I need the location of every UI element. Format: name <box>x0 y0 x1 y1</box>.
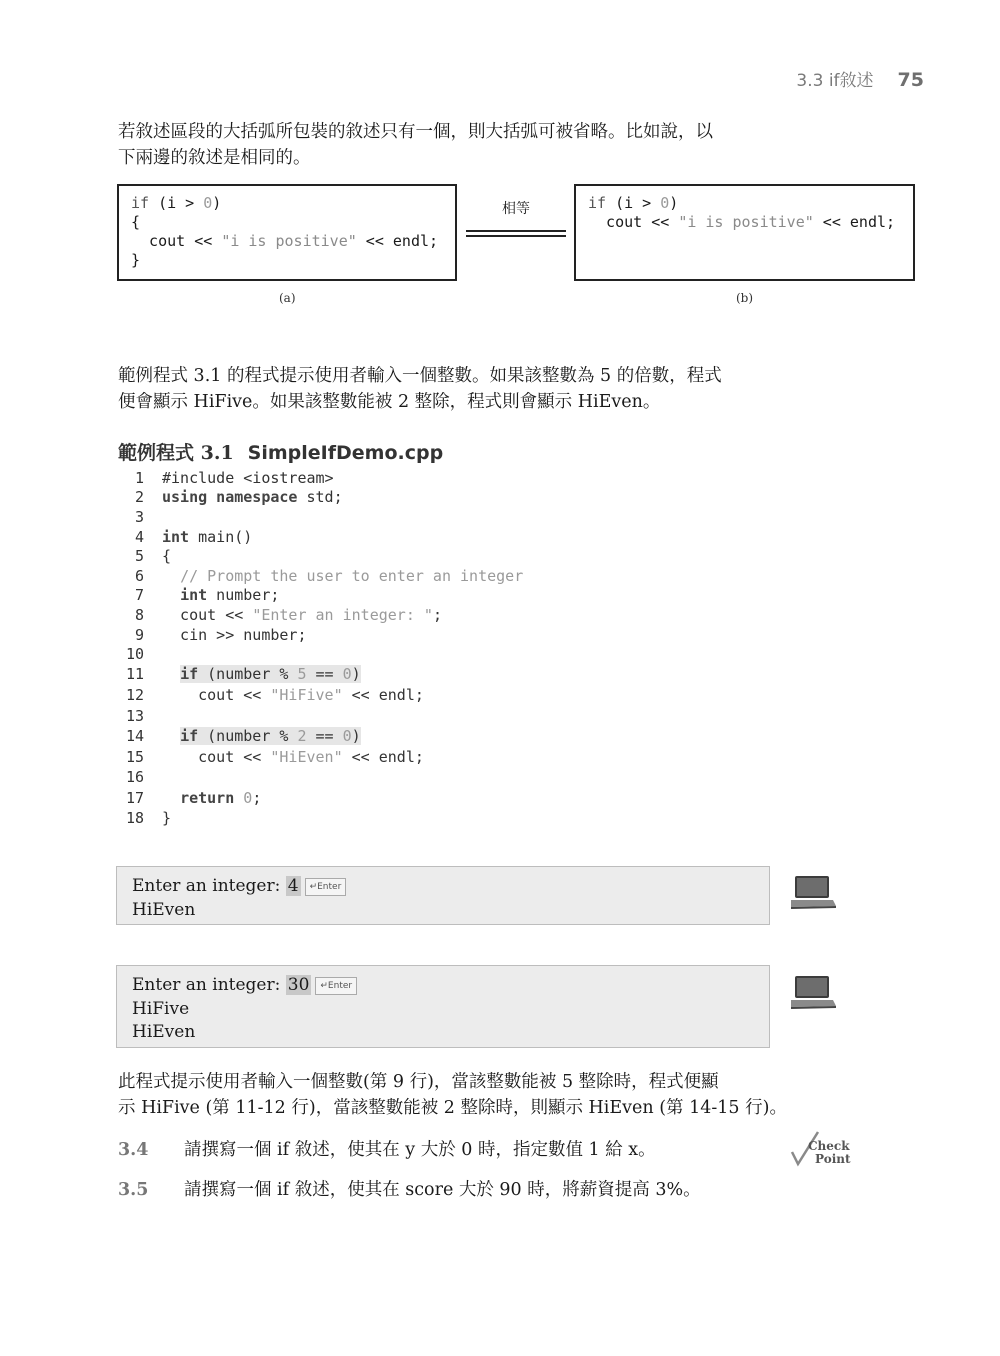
code-line: 5 { <box>134 547 172 566</box>
code-line: 9 cin >> number; <box>134 625 307 644</box>
code-line: 14 if (number % 2 == 0) <box>125 727 361 746</box>
laptop-icon <box>789 974 837 1010</box>
code-line: 15 cout << "HiEven" << endl; <box>125 748 424 767</box>
explain-line-2: 示 HiFive (第 11-12 行)，當該整數能被 2 整除時，則顯示 HiEven (第 14-15 行)。 <box>118 1098 787 1118</box>
caption-a: (a) <box>279 291 296 305</box>
run2-prompt-line: Enter an integer: 30 ↵Enter <box>132 974 754 998</box>
code-line: 7 int number; <box>134 586 280 605</box>
code-line: 11 if (number % 5 == 0) <box>125 665 361 684</box>
code-line: 12 cout << "HiFive" << endl; <box>125 686 424 705</box>
section-title: 3.3 if敘述 <box>796 71 874 91</box>
run2-input: 30 <box>287 975 310 995</box>
intro-paragraph <box>118 119 778 171</box>
code-box-a <box>117 184 457 281</box>
page-number: 75 <box>897 69 924 91</box>
desc-line-2: 便會顯示 HiFive。如果該整數能被 2 整除，程式則會顯示 HiEven。 <box>118 392 661 412</box>
run1-output: HiEven <box>132 899 196 920</box>
question-3-4 <box>118 1136 656 1161</box>
sample-run-1 <box>116 866 770 925</box>
code-line: 16 <box>125 768 144 787</box>
code-line: 10 <box>125 645 144 664</box>
checkpoint-icon <box>788 1130 854 1170</box>
question-number: 3.5 <box>118 1180 149 1200</box>
run1-prompt-line: Enter an integer: 4 ↵Enter <box>132 875 754 899</box>
code-line: 4 int main() <box>134 527 253 546</box>
code-box-b <box>574 184 915 281</box>
question-text: 請撰寫一個 if 敘述，使其在 y 大於 0 時，指定數值 1 給 x。 <box>184 1140 656 1160</box>
intro-line-2: 下兩邊的敘述是相同的。 <box>118 148 311 168</box>
question-number: 3.4 <box>118 1140 149 1160</box>
code-a-line-1: if (i > 0) <box>131 194 222 212</box>
enter-key-icon: ↵Enter <box>305 878 347 896</box>
checkpoint-line-2: Point <box>815 1152 851 1166</box>
sample-run-2 <box>116 965 770 1048</box>
listing-filename: SimpleIfDemo.cpp <box>247 442 444 464</box>
checkpoint-line-1: Check <box>808 1139 850 1153</box>
intro-line-1: 若敘述區段的大括弧所包裝的敘述只有一個，則大括弧可被省略。比如說，以 <box>118 122 713 142</box>
question-text: 請撰寫一個 if 敘述，使其在 score 大於 90 時，將薪資提高 3%。 <box>184 1180 701 1200</box>
laptop-icon <box>789 874 837 910</box>
explanation-paragraph <box>118 1069 787 1121</box>
code-listing <box>120 468 523 828</box>
code-b-line-1: if (i > 0) <box>588 194 679 212</box>
question-3-5 <box>118 1176 701 1201</box>
code-b-line-2: cout << "i is positive" << endl; <box>588 213 896 231</box>
explain-line-1: 此程式提示使用者輸入一個整數(第 9 行)，當該整數能被 5 整除時，程式便顯 <box>118 1072 719 1092</box>
code-line: 1 #include <iostream> <box>134 468 334 487</box>
enter-key-icon: ↵Enter <box>315 977 357 995</box>
double-line <box>466 230 566 237</box>
caption-b: (b) <box>736 291 754 305</box>
code-line: 3 <box>134 507 144 526</box>
code-a-line-2: { <box>131 213 141 231</box>
running-header <box>796 66 924 91</box>
equivalence-sign <box>466 198 566 237</box>
code-line: 18 } <box>125 808 172 827</box>
run1-input: 4 <box>287 876 299 896</box>
run2-output-1: HiFive <box>132 998 190 1019</box>
description-paragraph <box>118 363 778 415</box>
code-a-line-3: cout << "i is positive" << endl; <box>131 232 439 250</box>
code-line: 13 <box>125 706 144 725</box>
equal-label: 相等 <box>502 201 530 217</box>
desc-line-1: 範例程式 3.1 的程式提示使用者輸入一個整數。如果該整數為 5 的倍數，程式 <box>118 366 722 386</box>
code-a-line-4: } <box>131 251 141 269</box>
run2-output-2: HiEven <box>132 1022 196 1042</box>
code-line: 8 cout << "Enter an integer: "; <box>134 605 442 624</box>
listing-label: 範例程式 3.1 <box>118 442 234 464</box>
listing-title <box>118 438 443 465</box>
code-line: 17 return 0; <box>125 788 262 807</box>
code-line: 6 // Prompt the user to enter an integer <box>134 566 524 585</box>
code-line: 2 using namespace std; <box>134 488 343 507</box>
